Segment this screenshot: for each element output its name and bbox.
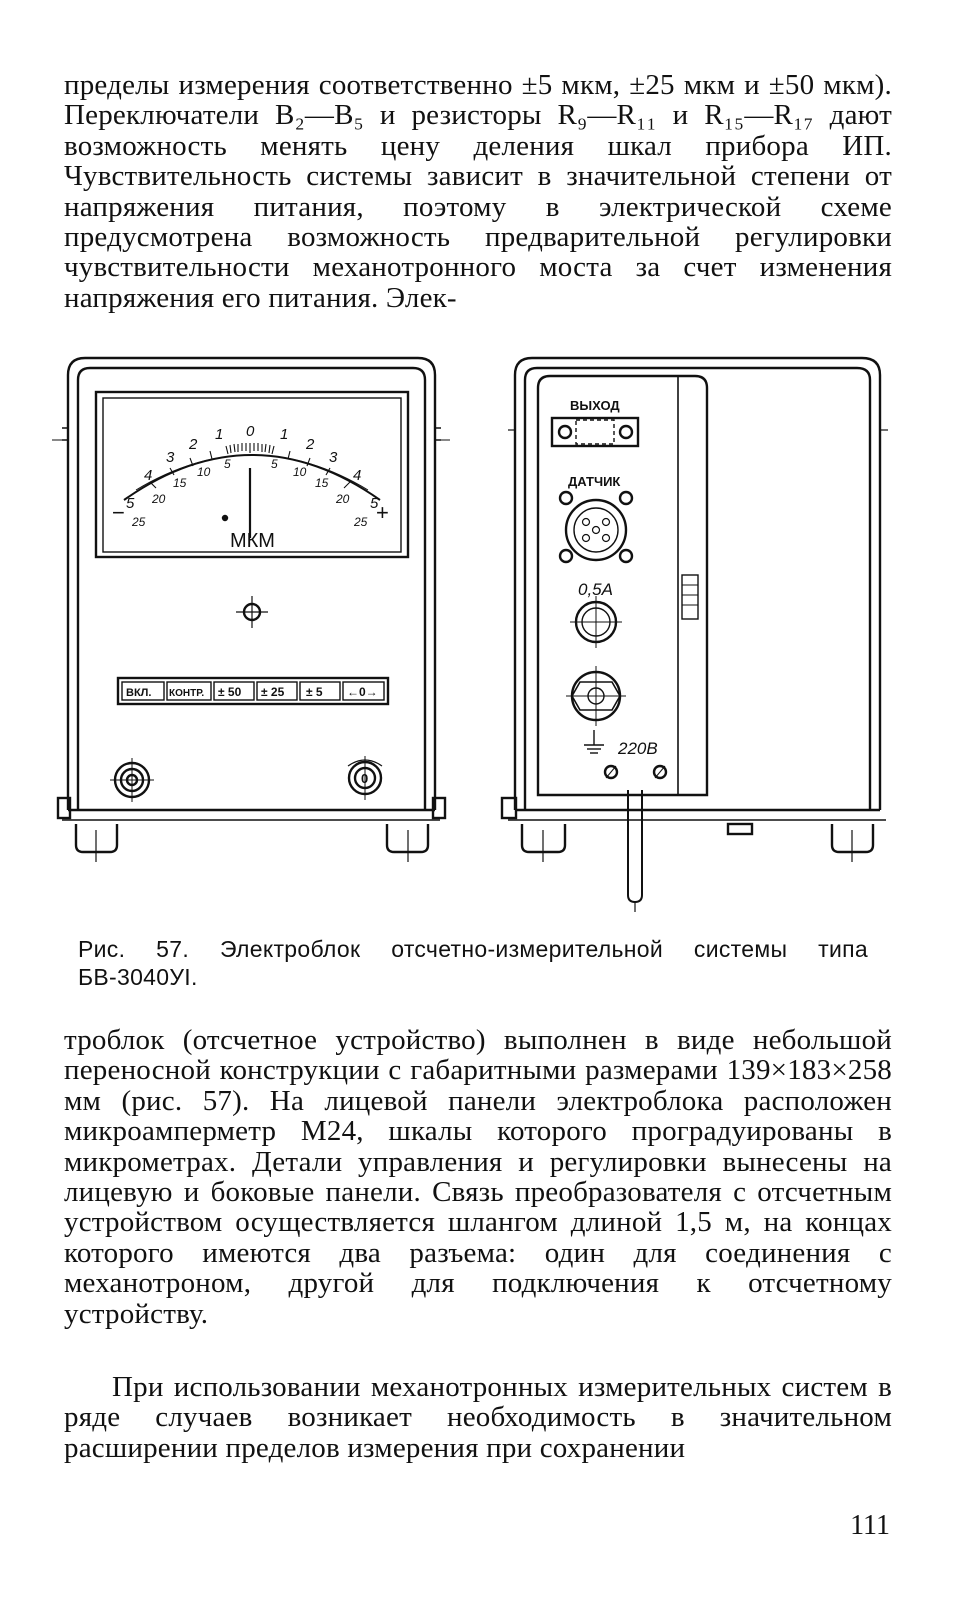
power-voltage-label: 220В bbox=[618, 739, 658, 758]
dial-minus-sign: − bbox=[112, 500, 125, 525]
scale-outer-1-left: 1 bbox=[215, 426, 224, 443]
button-label-on: ВКЛ. bbox=[126, 687, 152, 699]
scale-inner-10-left: 10 bbox=[197, 465, 211, 479]
scale-outer-3-left: 3 bbox=[166, 449, 175, 466]
sensor-connector-label: ДАТЧИК bbox=[568, 474, 621, 489]
button-label-control: КОНТР. bbox=[169, 688, 205, 699]
side-view bbox=[502, 358, 888, 912]
figure-caption: Рис. 57. Электроблок отсчетно-измерительной системы типа БВ-3040УI. bbox=[78, 936, 868, 990]
paragraph-middle: троблок (отсчетное устройство) выполнен в виде небольшой переносной конструкции с габаритными размерами 139×183×258 мм (рис. 57). На лицевой панели электроблока расположен микроамперметр М24, шкалы которого проградуированы в микрометрах. Детали управления и регулировки вынесены на лицевую и боковые панели. Связь преобразователя с отсчетным устройством осуществляется шлангом длиной 1,5 м, на концах которого имеются два разъема: один для соединения с механотроном, другой для подключения к отсчетному устройству. bbox=[64, 1025, 892, 1330]
scale-inner-20-left: 20 bbox=[152, 492, 166, 506]
device-drawing bbox=[40, 340, 920, 925]
scale-inner-25-left: 25 bbox=[132, 515, 146, 529]
button-label-range-5: ± 5 bbox=[306, 685, 323, 699]
scale-outer-4-left: 4 bbox=[144, 467, 153, 484]
scale-inner-5-right: 5 bbox=[271, 457, 278, 471]
scale-outer-2-left: 2 bbox=[189, 436, 198, 453]
paragraph-bottom: При использовании механотронных измерительных систем в ряде случаев возникает необходимость в значительном расширении пределов измерения при сохранении bbox=[64, 1372, 892, 1464]
scale-outer-2-right: 2 bbox=[306, 436, 315, 453]
scale-inner-15-left: 15 bbox=[173, 476, 187, 490]
dial-plus-sign: + bbox=[376, 500, 389, 525]
fuse-rating-label: 0,5А bbox=[578, 580, 613, 599]
paragraph-top: пределы измерения соответственно ±5 мкм, ±25 мкм и ±50 мкм). Переключатели B₂—B₅ и резисторы R₉—R₁₁ и R₁₅—R₁₇ дают возможность менять цену деления шкал прибора ИП. Чувствительность системы зависит в значительной степени от напряжения питания, поэтому в электрической схеме предусмотрена возможность предварительной регулировки чувствительности механотронного моста за счет изменения напряжения его питания. Элек- bbox=[64, 70, 892, 314]
scale-outer-0: 0 bbox=[246, 423, 255, 440]
dial-unit-label: МКМ bbox=[230, 530, 275, 552]
scale-outer-5-right: 5 bbox=[370, 495, 379, 512]
scale-inner-10-right: 10 bbox=[293, 465, 307, 479]
scale-outer-4-right: 4 bbox=[353, 467, 362, 484]
knob-zero-label: 0 bbox=[361, 771, 369, 786]
button-label-range-25: ± 25 bbox=[261, 685, 285, 699]
scale-outer-3-right: 3 bbox=[329, 449, 338, 466]
scale-outer-1-right: 1 bbox=[280, 426, 289, 443]
scale-inner-20-right: 20 bbox=[336, 492, 350, 506]
side-panel-labels bbox=[568, 398, 658, 758]
button-label-zero-set: ←0→ bbox=[347, 685, 378, 699]
figure-57 bbox=[40, 340, 920, 925]
output-connector-label: ВЫХОД bbox=[570, 398, 620, 413]
scale-inner-5-left: 5 bbox=[224, 457, 231, 471]
page-number: 111 bbox=[850, 1510, 890, 1541]
scale-inner-25-right: 25 bbox=[354, 515, 368, 529]
scale-outer-5-left: 5 bbox=[126, 495, 135, 512]
button-label-range-50: ± 50 bbox=[218, 685, 242, 699]
scale-inner-15-right: 15 bbox=[315, 476, 329, 490]
